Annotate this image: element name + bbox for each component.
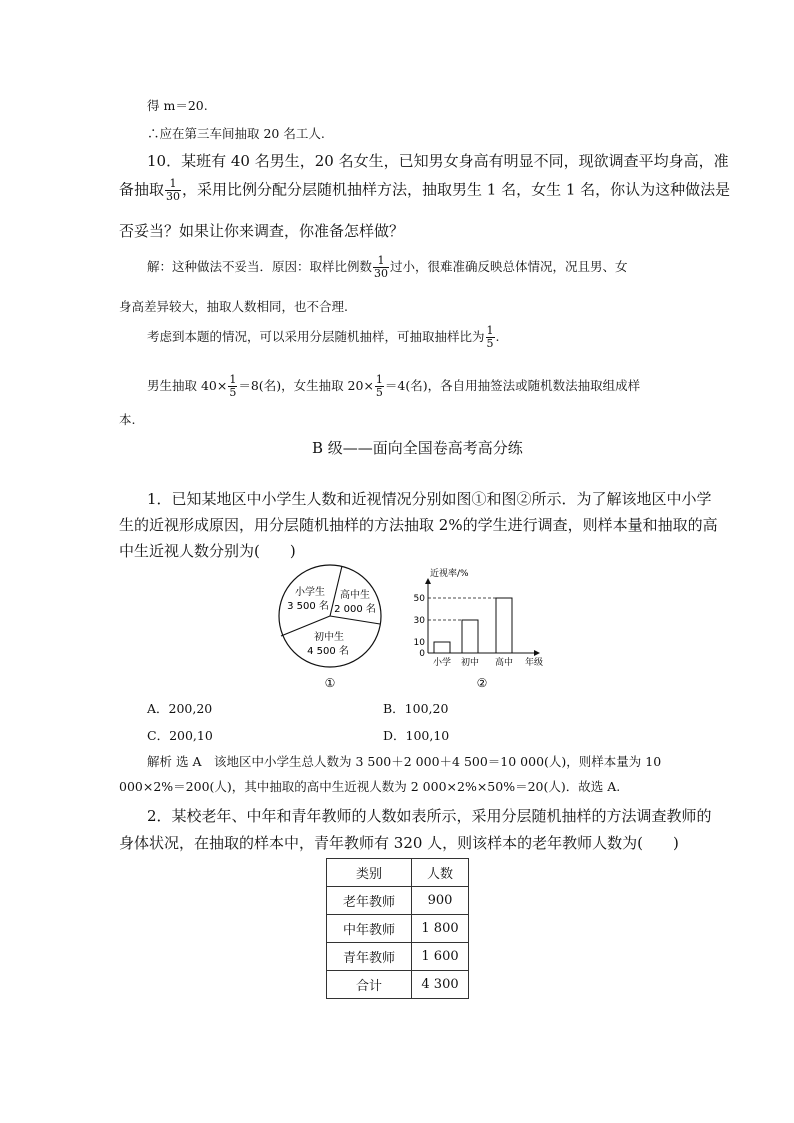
- problem-1-line: 中生近视人数分别为( ): [119, 542, 296, 560]
- solution-line: [147, 325, 500, 350]
- text-line: 得 m＝20.: [147, 98, 208, 113]
- table-cell: 4 300: [412, 971, 469, 999]
- option-d: D．100,10: [383, 728, 450, 743]
- problem-1-line: 1．已知某地区中小学生人数和近视情况分别如图①和图②所示．为了解该地区中小学: [147, 490, 712, 508]
- text-fragment: 解：这种做法不妥当．原因：取样比例数: [147, 259, 373, 274]
- x-axis-label: 年级: [524, 658, 544, 668]
- pie-chart-figure: [276, 562, 386, 692]
- question-10-line: 10．某班有 40 名男生，20 名女生，已知男女身高有明显不同，现欲调查平均身高，准: [147, 152, 729, 170]
- pie-label-primary-count: 3 500 名: [287, 601, 329, 612]
- text-line: ∴应在第三车间抽取 20 名工人.: [147, 126, 325, 141]
- option-b: B．100,20: [383, 701, 449, 716]
- option-c: C．200,10: [147, 728, 213, 743]
- pie-label-senior-count: 2 000 名: [334, 604, 376, 615]
- analysis-line: 解析 选 A 该地区中小学生总人数为 3 500＋2 000＋4 500＝10 000(人)，则样本量为 10: [147, 754, 662, 769]
- figure-caption: ②: [476, 676, 488, 690]
- y-tick-label: 30: [413, 616, 425, 626]
- fraction-numerator: 1: [165, 178, 181, 191]
- x-axis-arrow: [534, 650, 540, 656]
- solution-line: 身高差异较大，抽取人数相同，也不合理.: [119, 299, 348, 314]
- fraction: [228, 374, 237, 399]
- table-cell: 老年教师: [327, 887, 412, 915]
- table-row: [327, 915, 469, 943]
- table-row: [327, 971, 469, 999]
- fraction: [165, 178, 181, 203]
- fraction-denominator: 30: [374, 267, 389, 280]
- bar-chart-figure: [406, 562, 556, 692]
- text-fragment: .: [495, 329, 500, 344]
- fraction-numerator: 1: [373, 255, 389, 268]
- table-cell: 中年教师: [327, 915, 412, 943]
- pie-label-junior-count: 4 500 名: [307, 646, 349, 657]
- bar-layer: [414, 567, 543, 690]
- text-fragment: 备抽取: [119, 180, 165, 199]
- teacher-table: [326, 858, 469, 999]
- bar-0: [434, 642, 450, 653]
- x-tick-label: 初中: [460, 658, 480, 668]
- bar-2: [496, 598, 512, 653]
- x-tick-label: 小学: [432, 658, 452, 668]
- question-10-line: [119, 178, 730, 203]
- question-10-line: 否妥当？如果让你来调查，你准备怎样做？: [119, 222, 405, 240]
- solution-line: [147, 374, 640, 399]
- analysis-line: 000×2%＝200(人)，其中抽取的高中生近视人数为 2 000×2%×50%＝20(人)．故选 A.: [119, 779, 621, 794]
- y-tick-label: 10: [413, 638, 425, 648]
- fraction-denominator: 5: [486, 337, 494, 350]
- solution-line: 本.: [119, 412, 136, 427]
- section-heading: B 级——面向全国卷高考高分练: [312, 439, 523, 457]
- table-cell: 青年教师: [327, 943, 412, 971]
- table-row: [327, 943, 469, 971]
- text-fragment: 过小，很难准确反映总体情况，况且男、女: [390, 259, 628, 274]
- table-cell: 1 800: [412, 915, 469, 943]
- y-axis-label: 近视率/%: [430, 569, 469, 579]
- table-row: [327, 887, 469, 915]
- table-cell: 1 600: [412, 943, 469, 971]
- bar-1: [462, 620, 478, 653]
- fraction-numerator: 1: [486, 324, 494, 337]
- option-a: A．200,20: [147, 701, 213, 716]
- table-header-cell: 人数: [412, 859, 469, 887]
- pie-label-primary: 小学生: [295, 587, 325, 598]
- table-cell: 900: [412, 887, 469, 915]
- problem-2-line: 2．某校老年、中年和青年教师的人数如表所示，采用分层随机抽样的方法调查教师的: [147, 807, 712, 825]
- text-fragment: 考虑到本题的情况，可以采用分层随机抽样，可抽取抽样比为: [147, 329, 485, 344]
- solution-line: [147, 255, 628, 280]
- table-header-row: [327, 859, 469, 887]
- text-fragment: 男生抽取 40×: [147, 378, 228, 393]
- fraction: [486, 325, 495, 350]
- text-fragment: ＝4(名)，各自用抽签法或随机数法抽取组成样: [384, 378, 641, 393]
- problem-2-line: 身体状况，在抽取的样本中，青年教师有 320 人，则该样本的老年教师人数为( ): [119, 834, 679, 852]
- pie-label-junior: 初中生: [314, 632, 344, 643]
- table-header-cell: 类别: [327, 859, 412, 887]
- y-tick-label: 0: [419, 649, 425, 659]
- fraction-numerator: 1: [229, 373, 237, 386]
- fraction-denominator: 30: [166, 190, 181, 203]
- fraction-numerator: 1: [375, 373, 383, 386]
- fraction: [375, 374, 384, 399]
- pie-label-senior: 高中生: [340, 590, 370, 601]
- problem-1-line: 生的近视形成原因，用分层随机抽样的方法抽取 2%的学生进行调查，则样本量和抽取的高: [119, 516, 718, 534]
- fraction-denominator: 5: [375, 386, 383, 399]
- text-fragment: ，采用比例分配分层随机抽样方法，抽取男生 1 名，女生 1 名，你认为这种做法是: [182, 180, 731, 199]
- figure-caption: ①: [324, 676, 336, 690]
- y-tick-label: 50: [413, 594, 425, 604]
- fraction: [373, 255, 389, 280]
- table-cell: 合计: [327, 971, 412, 999]
- text-fragment: ＝8(名)，女生抽取 20×: [238, 378, 374, 393]
- fraction-denominator: 5: [229, 386, 237, 399]
- x-tick-label: 高中: [494, 658, 514, 668]
